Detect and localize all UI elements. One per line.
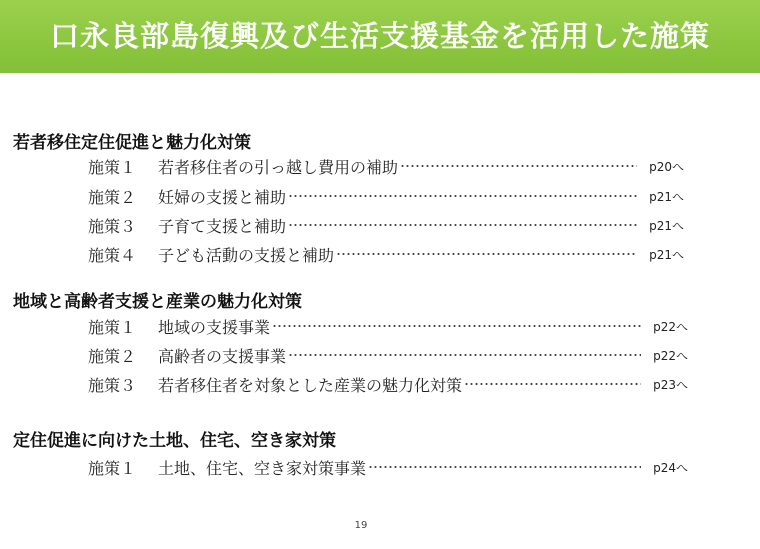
item-title: 地域の支援事業: [158, 317, 271, 337]
page-title: 口永良部島復興及び生活支援基金を活用した施策: [50, 19, 711, 53]
list-item[interactable]: [88, 343, 688, 367]
dot-leader: [288, 195, 637, 197]
item-title: 妊婦の支援と補助: [158, 187, 287, 207]
section-heading-community-elderly: 地域と高齢者支援と産業の魅力化対策: [13, 292, 302, 312]
item-number: 施策２: [88, 346, 137, 366]
list-item[interactable]: [88, 213, 684, 237]
dot-leader: [288, 354, 641, 356]
item-title: 若者移住者を対象とした産業の魅力化対策: [158, 375, 463, 395]
list-item[interactable]: [88, 314, 688, 338]
page-number: 19: [354, 520, 368, 531]
list-item[interactable]: [88, 372, 688, 396]
page-reference[interactable]: p20へ: [649, 159, 684, 174]
item-number: 施策１: [88, 317, 137, 337]
item-number: 施策４: [88, 245, 137, 265]
item-title: 土地、住宅、空き家対策事業: [158, 458, 367, 478]
dot-leader: [368, 466, 641, 468]
item-title: 高齢者の支援事業: [158, 346, 287, 366]
dot-leader: [272, 325, 641, 327]
page-reference[interactable]: p21へ: [649, 189, 684, 204]
page-reference[interactable]: p24へ: [653, 460, 688, 475]
list-item[interactable]: [88, 242, 684, 266]
section-heading-youth-migration: 若者移住定住促進と魅力化対策: [13, 133, 251, 153]
dot-leader: [336, 253, 637, 255]
dot-leader: [288, 224, 637, 226]
item-number: 施策１: [88, 458, 137, 478]
page-reference[interactable]: p21へ: [649, 218, 684, 233]
title-banner: [0, 0, 760, 73]
item-title: 子ども活動の支援と補助: [158, 245, 335, 265]
list-item[interactable]: [88, 455, 688, 479]
page-reference[interactable]: p22へ: [653, 319, 688, 334]
page-reference[interactable]: p23へ: [653, 377, 688, 392]
page-reference[interactable]: p22へ: [653, 348, 688, 363]
item-number: 施策３: [88, 216, 137, 236]
item-number: 施策１: [88, 157, 137, 177]
section-heading-housing: 定住促進に向けた土地、住宅、空き家対策: [13, 431, 336, 451]
item-number: 施策３: [88, 375, 137, 395]
list-item[interactable]: [88, 184, 684, 208]
dot-leader: [464, 383, 641, 385]
dot-leader: [400, 165, 637, 167]
item-title: 若者移住者の引っ越し費用の補助: [158, 157, 399, 177]
list-item[interactable]: [88, 154, 684, 178]
item-title: 子育て支援と補助: [158, 216, 287, 236]
item-number: 施策２: [88, 187, 137, 207]
page-reference[interactable]: p21へ: [649, 247, 684, 262]
